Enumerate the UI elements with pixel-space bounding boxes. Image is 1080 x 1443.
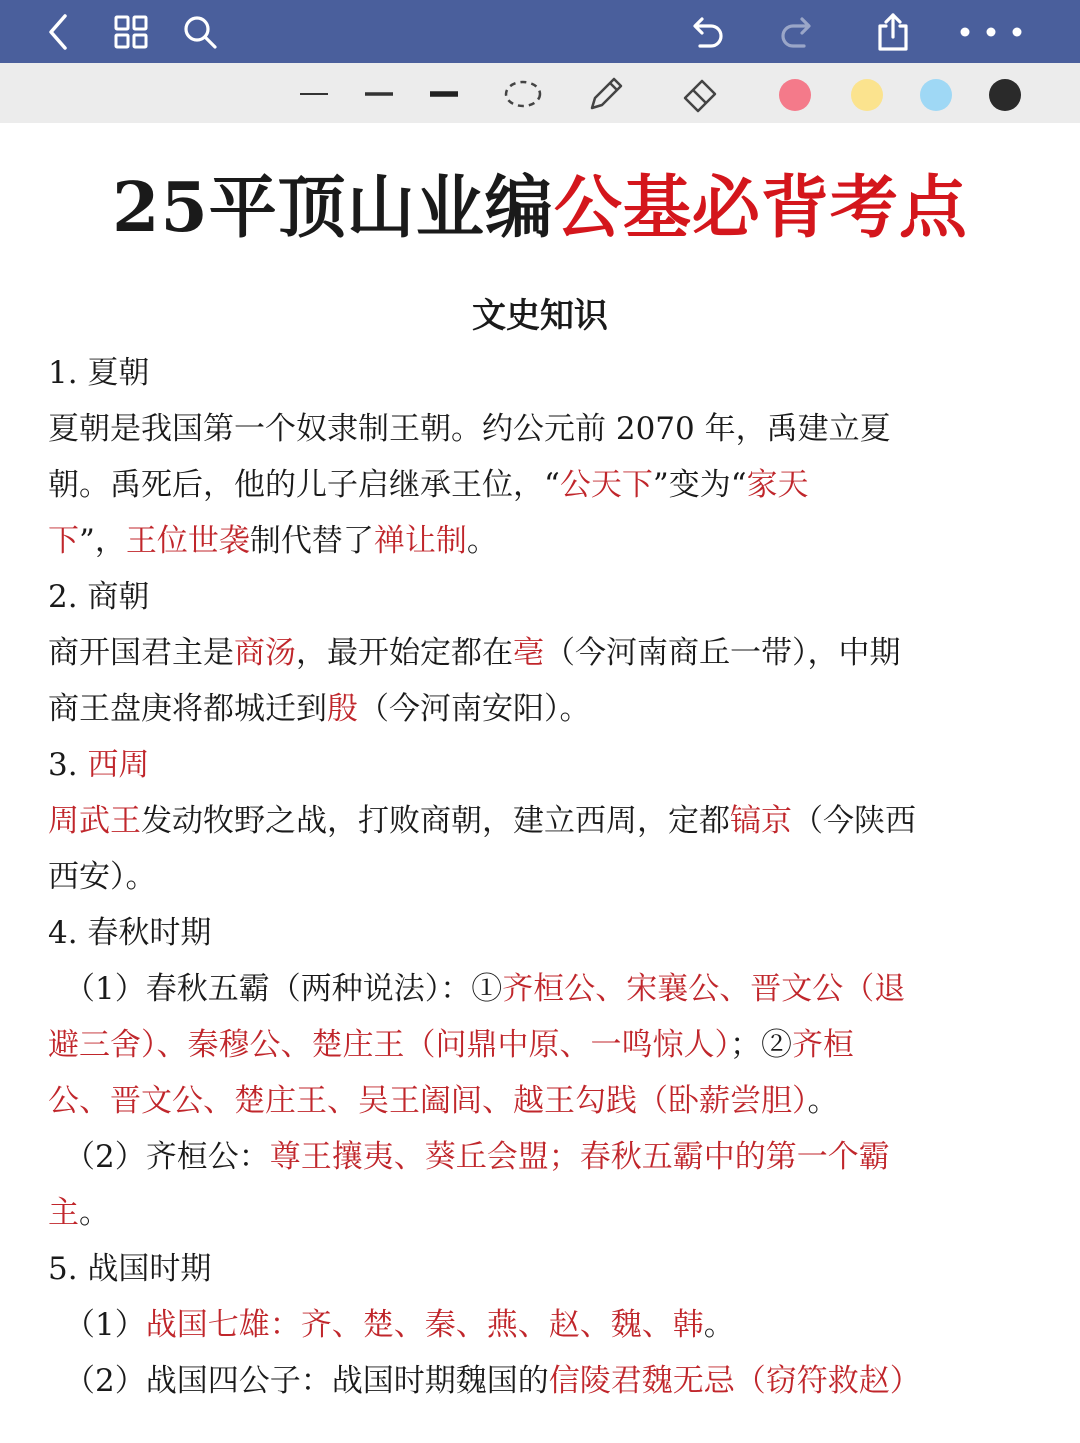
text-segment: 1. 夏朝 (48, 355, 150, 391)
drawing-toolbar (0, 63, 1080, 123)
highlighted-text: 避三舍）、秦穆公、楚庄王（问鼎中原、一鸣惊人） (48, 1027, 730, 1063)
thick-line-tool[interactable] (421, 71, 467, 117)
text-segment: 5. 战国时期 (48, 1251, 212, 1287)
text-line (48, 1017, 1033, 1073)
highlighted-text: 尊王攘夷、葵丘会盟；春秋五霸中的第一个霸 (269, 1139, 890, 1175)
document-body (48, 345, 1033, 1409)
text-line (48, 1073, 1033, 1129)
highlighted-text: 西周 (87, 747, 150, 783)
text-segment: 发动牧野之战，打败商朝，建立西周，定都 (141, 803, 730, 839)
grid-icon (113, 14, 149, 50)
text-line (48, 849, 1033, 905)
text-line (48, 1353, 1033, 1409)
text-line (48, 681, 1033, 737)
search-icon (182, 14, 218, 50)
grid-view-button[interactable] (107, 8, 155, 56)
text-segment: 西安）。 (48, 859, 157, 895)
text-segment: 夏朝是我国第一个奴隶制王朝。约公元前 2070 年，禹建立夏 (48, 411, 891, 447)
more-button[interactable] (955, 8, 1027, 56)
text-segment: 。 (466, 523, 498, 559)
text-segment: 4. 春秋时期 (48, 915, 212, 951)
text-segment: （今河南商丘一带），中期 (544, 635, 901, 671)
text-line (48, 737, 1033, 793)
highlighted-text: 公天下 (559, 467, 653, 503)
highlighted-text: 齐桓 (792, 1027, 854, 1063)
text-segment: （今河南安阳）。 (358, 691, 591, 727)
text-segment: 商开国君主是 (48, 635, 234, 671)
text-line (48, 625, 1033, 681)
page-title (0, 165, 1080, 251)
text-segment: （今陕西 (792, 803, 916, 839)
text-line (48, 513, 1033, 569)
highlighted-text: 战国七雄：齐、楚、秦、燕、赵、魏、韩 (145, 1307, 704, 1343)
text-line (48, 569, 1033, 625)
highlighted-text: 信陵君魏无忌（窃符救赵） (548, 1363, 921, 1399)
highlighted-text: 禅让制 (373, 523, 467, 559)
blue-color-swatch[interactable] (920, 79, 952, 111)
medium-line-icon (363, 90, 395, 98)
pencil-icon (586, 74, 626, 114)
highlighted-text: 公、晋文公、楚庄王、吴王阖闾、越王勾践（卧薪尝胆） (48, 1083, 808, 1119)
back-button[interactable] (34, 8, 82, 56)
eraser-tool[interactable] (677, 71, 723, 117)
text-line (48, 1129, 1033, 1185)
text-segment: ”变为“ (652, 467, 747, 503)
medium-line-tool[interactable] (356, 71, 402, 117)
text-segment: （1）春秋五霸（两种说法）：① (64, 971, 503, 1007)
highlighted-text: 亳 (513, 635, 544, 671)
text-segment: 。 (807, 1083, 839, 1119)
text-segment: 朝。禹死后，他的儿子启继承王位，“ (48, 467, 560, 503)
text-segment: （2）齐桓公： (64, 1139, 270, 1175)
highlighted-text: 殷 (327, 691, 358, 727)
text-line (48, 961, 1033, 1017)
text-line (48, 1185, 1033, 1241)
text-line (48, 457, 1033, 513)
highlighted-text: 商汤 (234, 635, 296, 671)
more-icon (959, 26, 1023, 38)
highlighted-text: 王位世袭 (125, 523, 250, 559)
thin-line-tool[interactable] (291, 71, 337, 117)
pencil-tool[interactable] (583, 71, 629, 117)
highlighted-text: 齐桓公、宋襄公、晋文公（退 (502, 971, 906, 1007)
text-segment: 制代替了 (249, 523, 374, 559)
text-line (48, 1297, 1033, 1353)
undo-icon (686, 12, 726, 52)
chevron-left-icon (43, 12, 73, 52)
text-line (48, 345, 1033, 401)
text-segment: 2. 商朝 (48, 579, 150, 615)
highlighted-text: 家天 (746, 467, 809, 503)
highlighted-text: 周武王 (48, 803, 141, 839)
lasso-tool[interactable] (500, 71, 546, 117)
text-line (48, 401, 1033, 457)
thin-line-icon (298, 91, 330, 97)
text-segment: ”， (79, 523, 126, 559)
title-black-part: 25平顶山业编 (112, 168, 554, 248)
text-segment: 商王盘庚将都城迁到 (48, 691, 327, 727)
yellow-color-swatch[interactable] (851, 79, 883, 111)
highlighted-text: 下 (48, 523, 79, 559)
redo-button[interactable] (774, 8, 822, 56)
document-page (0, 123, 1080, 1443)
top-navigation-bar (0, 0, 1080, 63)
undo-button[interactable] (682, 8, 730, 56)
eraser-icon (680, 74, 720, 114)
text-segment: 。 (703, 1307, 735, 1343)
text-line (48, 793, 1033, 849)
search-button[interactable] (176, 8, 224, 56)
thick-line-icon (428, 89, 460, 99)
text-segment: （2）战国四公子：战国时期魏国的 (64, 1363, 549, 1399)
text-segment: ，最开始定都在 (296, 635, 513, 671)
section-title: 文史知识 (472, 296, 608, 336)
text-segment: 。 (79, 1195, 110, 1231)
highlighted-text: 镐京 (730, 803, 792, 839)
text-segment: ；② (730, 1027, 792, 1063)
text-segment: （1） (64, 1307, 146, 1343)
highlighted-text: 主 (48, 1195, 79, 1231)
text-segment: 3. (48, 747, 88, 783)
pink-color-swatch[interactable] (779, 79, 811, 111)
share-button[interactable] (869, 8, 917, 56)
redo-icon (778, 12, 818, 52)
text-line (48, 1241, 1033, 1297)
lasso-icon (503, 78, 543, 110)
title-red-part: 公基必背考点 (553, 168, 968, 248)
black-color-swatch[interactable] (989, 79, 1021, 111)
share-icon (873, 12, 913, 52)
text-line (48, 905, 1033, 961)
